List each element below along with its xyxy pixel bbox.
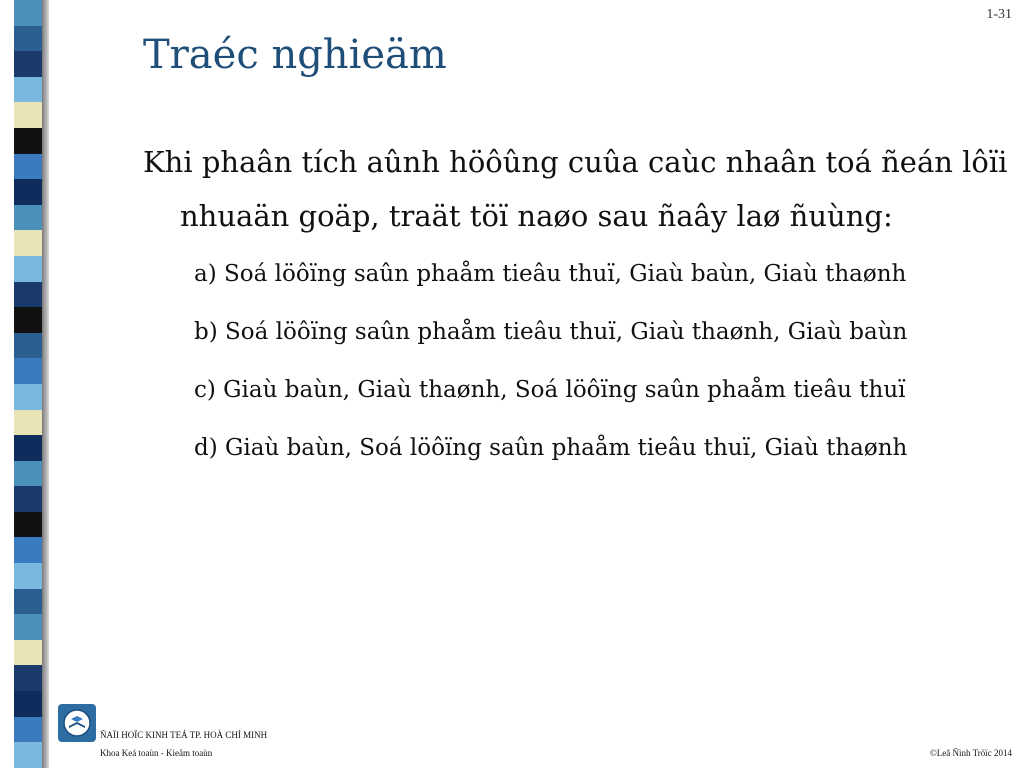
strip-block bbox=[14, 358, 42, 384]
footer-copyright: ©Leâ Ñình Tröïc 2014 bbox=[929, 748, 1012, 758]
decorative-side-strip bbox=[14, 0, 42, 768]
strip-block bbox=[14, 205, 42, 231]
strip-block bbox=[14, 614, 42, 640]
option-d: d) Giaù baùn, Soá löôïng saûn phaåm tieâu thuï, Giaù thaønh bbox=[194, 435, 908, 461]
strip-block bbox=[14, 589, 42, 615]
university-logo-icon bbox=[58, 704, 96, 742]
option-b: b) Soá löôïng saûn phaåm tieâu thuï, Giaù thaønh, Giaù baùn bbox=[194, 319, 908, 345]
page-number: 1-31 bbox=[986, 7, 1012, 22]
footer-school-name: ÑAÏI HOÏC KINH TEÁ TP. HOÀ CHÍ MINH bbox=[100, 730, 268, 740]
strip-block bbox=[14, 179, 42, 205]
strip-block bbox=[14, 26, 42, 52]
strip-block bbox=[14, 384, 42, 410]
strip-block bbox=[14, 282, 42, 308]
strip-block bbox=[14, 307, 42, 333]
slide-title: Traéc nghieäm bbox=[143, 32, 447, 78]
strip-block bbox=[14, 0, 42, 26]
question-line-1: Khi phaân tích aûnh höôûng cuûa caùc nhaân toá ñeán lôïi bbox=[143, 145, 1008, 179]
strip-block bbox=[14, 51, 42, 77]
question-block bbox=[143, 135, 1007, 477]
strip-block bbox=[14, 154, 42, 180]
option-a: a) Soá löôïng saûn phaåm tieâu thuï, Giaù baùn, Giaù thaønh bbox=[194, 261, 907, 287]
strip-block bbox=[14, 512, 42, 538]
footer-department: Khoa Keá toaùn - Kieåm toaùn bbox=[100, 748, 213, 758]
strip-block bbox=[14, 486, 42, 512]
strip-block bbox=[14, 435, 42, 461]
answer-options bbox=[143, 245, 1007, 477]
strip-block bbox=[14, 461, 42, 487]
strip-block bbox=[14, 410, 42, 436]
strip-block bbox=[14, 563, 42, 589]
question-line-2: nhuaän goäp, traät töï naøo sau ñaây laø ñuùng: bbox=[180, 199, 893, 233]
side-strip-shadow bbox=[42, 0, 49, 768]
strip-block bbox=[14, 717, 42, 743]
strip-block bbox=[14, 691, 42, 717]
strip-block bbox=[14, 77, 42, 103]
strip-block bbox=[14, 333, 42, 359]
strip-block bbox=[14, 665, 42, 691]
strip-block bbox=[14, 256, 42, 282]
strip-block bbox=[14, 128, 42, 154]
option-c: c) Giaù baùn, Giaù thaønh, Soá löôïng saûn phaåm tieâu thuï bbox=[194, 377, 906, 403]
strip-block bbox=[14, 102, 42, 128]
strip-block bbox=[14, 640, 42, 666]
strip-block bbox=[14, 230, 42, 256]
slide-left-margin bbox=[0, 0, 14, 768]
strip-block bbox=[14, 742, 42, 768]
strip-block bbox=[14, 537, 42, 563]
